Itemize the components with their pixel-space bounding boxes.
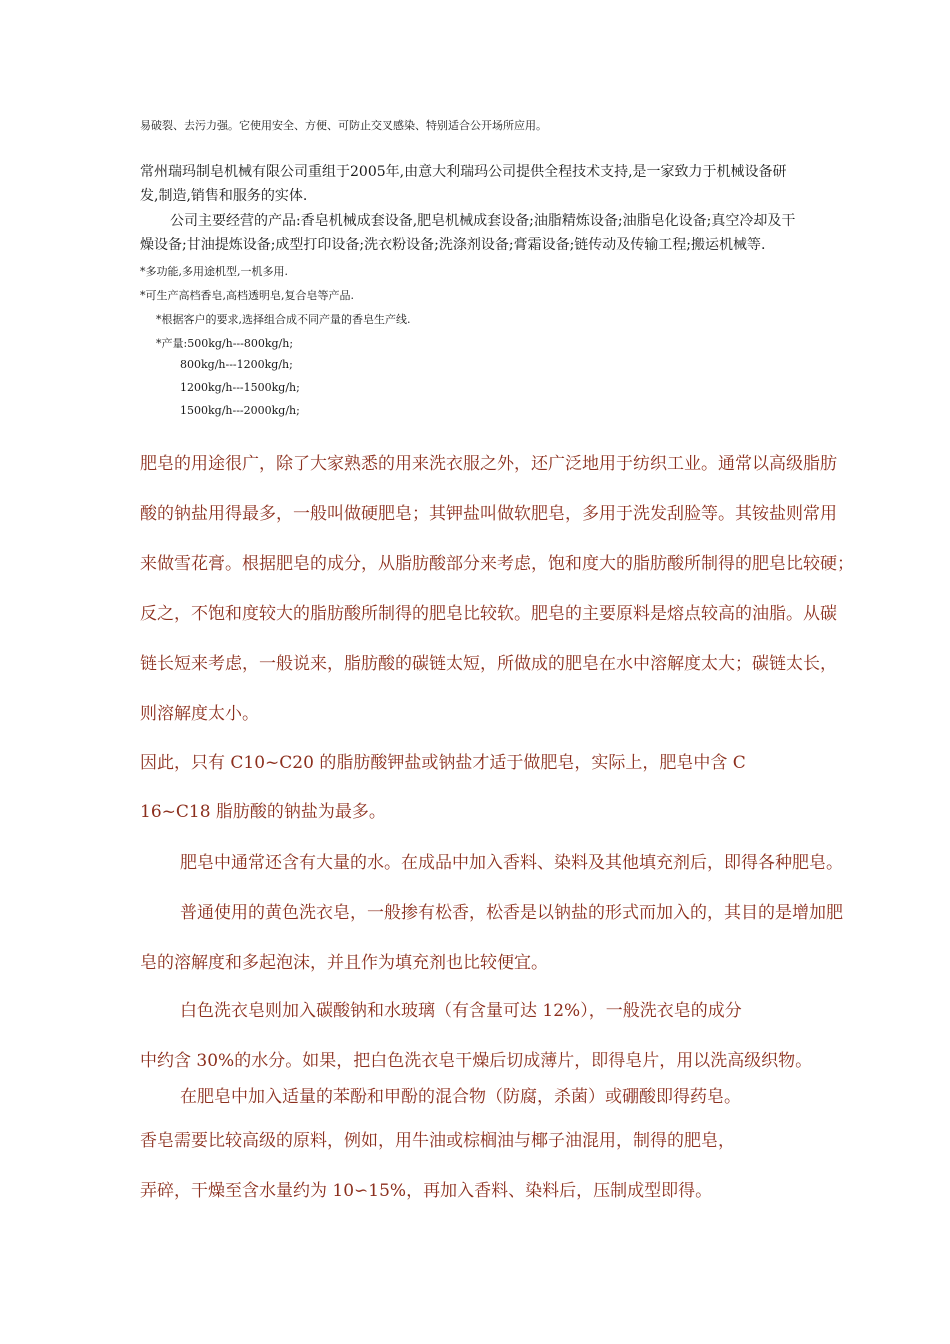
output-line: 1500kg/h---2000kg/h; (180, 404, 300, 417)
feature-item: *多功能,多用途机型,一机多用. (140, 265, 288, 278)
products-line-2: 燥设备;甘油提炼设备;成型打印设备;洗衣粉设备;洗涤剂设备;膏霜设备;链传动及传输工程;搬运机械等. (140, 237, 766, 253)
company-intro-line-1: 常州瑞玛制皂机械有限公司重组于2005年,由意大利瑞玛公司提供全程技术支持,是一家致力于机械设备研 (140, 164, 787, 180)
output-line: 1200kg/h---1500kg/h; (180, 381, 300, 394)
article-p3: 肥皂中通常还含有大量的水。在成品中加入香料、染料及其他填充剂后，即得各种肥皂。 (180, 853, 843, 873)
article-p4-line: 皂的溶解度和多起泡沫，并且作为填充剂也比较便宜。 (140, 953, 548, 973)
article-p5-line: 中约含 30%的水分。如果，把白色洗衣皂干燥后切成薄片，即得皂片，用以洗高级织物。 (140, 1051, 813, 1071)
products-line-1: 公司主要经营的产品:香皂机械成套设备,肥皂机械成套设备;油脂精炼设备;油脂皂化设备;真空冷却及干 (170, 213, 796, 229)
output-line: 800kg/h---1200kg/h; (180, 358, 293, 371)
intro-line: 易破裂、去污力强。它使用安全、方便、可防止交叉感染、特别适合公开场所应用。 (140, 119, 547, 132)
article-p1-line: 来做雪花膏。根据肥皂的成分，从脂肪酸部分来考虑，饱和度大的脂肪酸所制得的肥皂比较硬； (140, 554, 854, 574)
article-p1-line: 则溶解度太小。 (140, 704, 259, 724)
article-p1-line: 反之，不饱和度较大的脂肪酸所制得的肥皂比较软。肥皂的主要原料是熔点较高的油脂。从碳 (140, 604, 837, 624)
article-p1-line: 酸的钠盐用得最多，一般叫做硬肥皂；其钾盐叫做软肥皂，多用于洗发刮脸等。其铵盐则常用 (140, 504, 837, 524)
article-p7-line: 弄碎，干燥至含水量约为 10∽15%，再加入香料、染料后，压制成型即得。 (140, 1181, 713, 1201)
article-p1-line: 肥皂的用途很广，除了大家熟悉的用来洗衣服之外，还广泛地用于纺织工业。通常以高级脂肪 (140, 454, 837, 474)
article-p2-line: 16~C18 脂肪酸的钠盐为最多。 (140, 802, 386, 822)
feature-item: *根据客户的要求,选择组合成不同产量的香皂生产线. (156, 313, 411, 326)
output-label: *产量:500kg/h---800kg/h; (156, 337, 294, 350)
company-intro-line-2: 发,制造,销售和服务的实体. (140, 188, 308, 204)
article-p1-line: 链长短来考虑，一般说来，脂肪酸的碳链太短，所做成的肥皂在水中溶解度太大；碳链太长， (140, 654, 837, 674)
article-p5-line: 白色洗衣皂则加入碳酸钠和水玻璃（有含量可达 12%），一般洗衣皂的成分 (180, 1001, 742, 1021)
article-p4-line: 普通使用的黄色洗衣皂，一般掺有松香，松香是以钠盐的形式而加入的，其目的是增加肥 (180, 903, 843, 923)
article-p6: 在肥皂中加入适量的苯酚和甲酚的混合物（防腐，杀菌）或硼酸即得药皂。 (180, 1087, 741, 1107)
article-p2-line: 因此，只有 C10~C20 的脂肪酸钾盐或钠盐才适于做肥皂，实际上，肥皂中含 C (140, 753, 746, 773)
article-p7-line: 香皂需要比较高级的原料，例如，用牛油或棕榈油与椰子油混用，制得的肥皂， (140, 1131, 735, 1151)
feature-item: *可生产高档香皂,高档透明皂,复合皂等产品. (140, 289, 354, 302)
